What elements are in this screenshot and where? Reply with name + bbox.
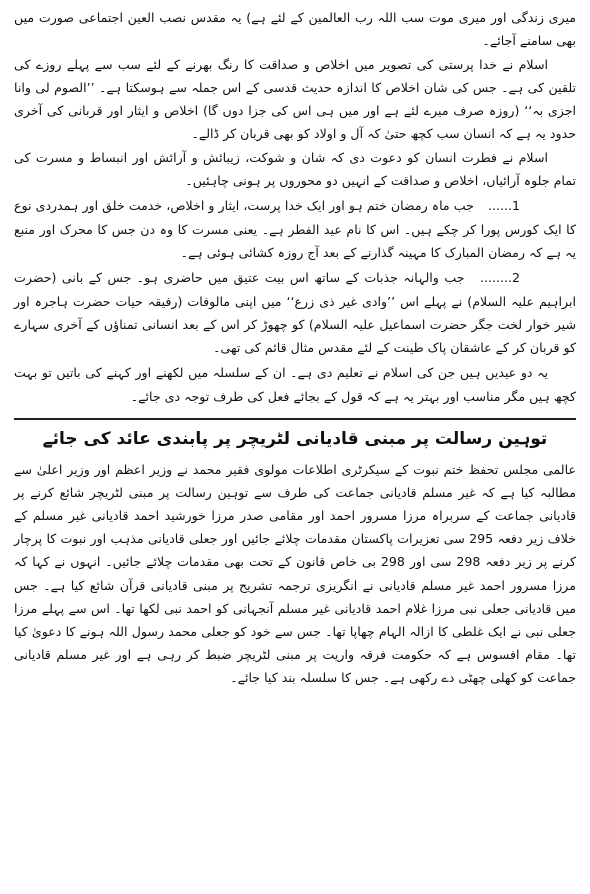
news-body: عالمی مجلس تحفظ ختم نبوت کے سیکرٹری اطلاعات مولوی فقیر محمد نے وزیر اعظم اور وزیر اعلیٰ سے مطالبہ کیا ہے کہ غیر مسلم قادیانی جماعت کی طرف سے توہین رسالت پر مبنی لٹریچر شائع کرنے پر قادیانی جماعت کے سربراہ مرزا مسرور احمد اور مقامی صدر مرزا خورشید احمد قادیانی غیر مسلم کے خلاف زیر دفعہ 295 سی تعزیرات پاکستان مقدمات چلائے جائیں اور جعلی قادیانی مذہب اور نبوت کا پرچار کرنے پر زیر دفعہ 298 سی اور 298 بی خاص قانون کے تحت بھی مقدمات چلائے جائیں۔ انہوں نے کہا کہ مرزا مسرور احمد غیر مسلم قادیانی نے انگریزی ترجمہ تشریح پر مبنی قادیانی قرآن شائع کیا ہے۔ جس میں قادیانی جعلی نبی مرزا غلام احمد قادیانی غیر مسلم آنجہانی کو احمد نبی لکھا تھا۔ اس سے پہلے مرزا جعلی نبی نے ایک غلطی کا ازالہ الہام چھاپا تھا۔ جس سے خود کو جعلی محمد رسول اللہ ہونے کا دعویٰ کیا تھا۔ مقام افسوس ہے کہ حکومت فرقہ واریت پر مبنی لٹریچر ضبط کر رہی ہے اور غیر مسلم قادیانی جماعت کو کھلی چھٹی دے رکھی ہے۔ جس کا سلسلہ بند کیا جائے۔ [14,462,576,685]
paragraph-text: جب والہانہ جذبات کے ساتھ اس بیت عتیق میں حاضری ہو۔ جس کے بانی (حضرت ابراہیم علیہ السلام) نے پہلے اس ’’وادی غیر ذی زرع‘‘ میں اپنی مالوفات (رفیقہ حیات حضرت ہاجرہ اور شیر خوار لخت جگر حضرت اسماعیل علیہ السلام) کو چھوڑ کر اس کے بعد انسانی تمناؤں کے آخری سہارے کو قربان کر کے عاشقان پاک طینت کے لئے مقدس مثال قائم کی تھی۔ [14,270,576,356]
article-section [14,6,576,408]
paragraph-text: یہ دو عیدیں ہیں جن کی اسلام نے تعلیم دی ہے۔ ان کے سلسلہ میں لکھنے اور کہنے کی باتیں تو بہت کچھ ہیں مگر مناسب اور بہتر یہ ہے کہ قول کے بجائے فعل کی طرف توجہ دی جائے۔ [14,365,576,404]
paragraph-text: جب ماہ رمضان ختم ہو اور ایک خدا پرست، ایثار و اخلاص، خدمت خلق اور ہمدردی نوع کا ایک کورس پورا کر چکے ہیں۔ اس کا نام عید الفطر ہے۔ یعنی مسرت کا وہ دن جس کا محرک اور منبع یہ ہے کہ رمضان المبارک کا مہینہ گذارنے کے بعد آج روزہ کشائی ہوئی ہے۔ [14,198,576,260]
paragraph-text: میری زندگی اور میری موت سب اللہ رب العالمین کے لئے ہے) یہ مقدس نصب العین اجتماعی صورت میں بھی سامنے آجائے۔ [14,10,576,49]
article-paragraph-4 [14,194,576,264]
article-paragraph-5 [14,266,576,359]
paragraph-text: اسلام نے فطرت انسان کو دعوت دی کہ شان و شوکت، زیبائش و آرائش اور انبساط و مسرت کی تمام جلوہ آرائیاں، اخلاص و صداقت کے انہیں دو محوروں پر ہونی چاہئیں۔ [14,149,576,189]
article-paragraph-1 [14,6,576,53]
paragraph-text: اسلام نے خدا پرستی کی تصویر میں اخلاص و صداقت کا رنگ بھرنے کے لئے سب سے پہلے روزے کی تلقین کی ہے۔ جس کی شان اخلاص کا اندازہ حدیث قدسی کے اس جملہ سے ہوسکتا ہے۔ ’’الصوم لی وانا اجزی بہ‘‘ (روزہ صرف میرے لئے ہے اور میں ہی اس کی جزا دوں گا) اخلاص و ایثار اور قربانی کی آخری حدود یہ ہے کہ انسان سب کچھ حتیٰ کہ آل و اولاد کو بھی قربان کر ڈالے۔ [14,56,576,142]
list-number: 1...... [487,198,520,214]
news-section [14,426,576,689]
article-paragraph-6 [14,361,576,408]
article-paragraph-3 [14,146,576,193]
list-number: 2........ [479,270,520,286]
article-paragraph-2 [14,53,576,146]
section-divider [14,418,576,420]
news-headline: توہین رسالت پر مبنی قادیانی لٹریچر پر پابندی عائد کی جائے [42,429,548,450]
